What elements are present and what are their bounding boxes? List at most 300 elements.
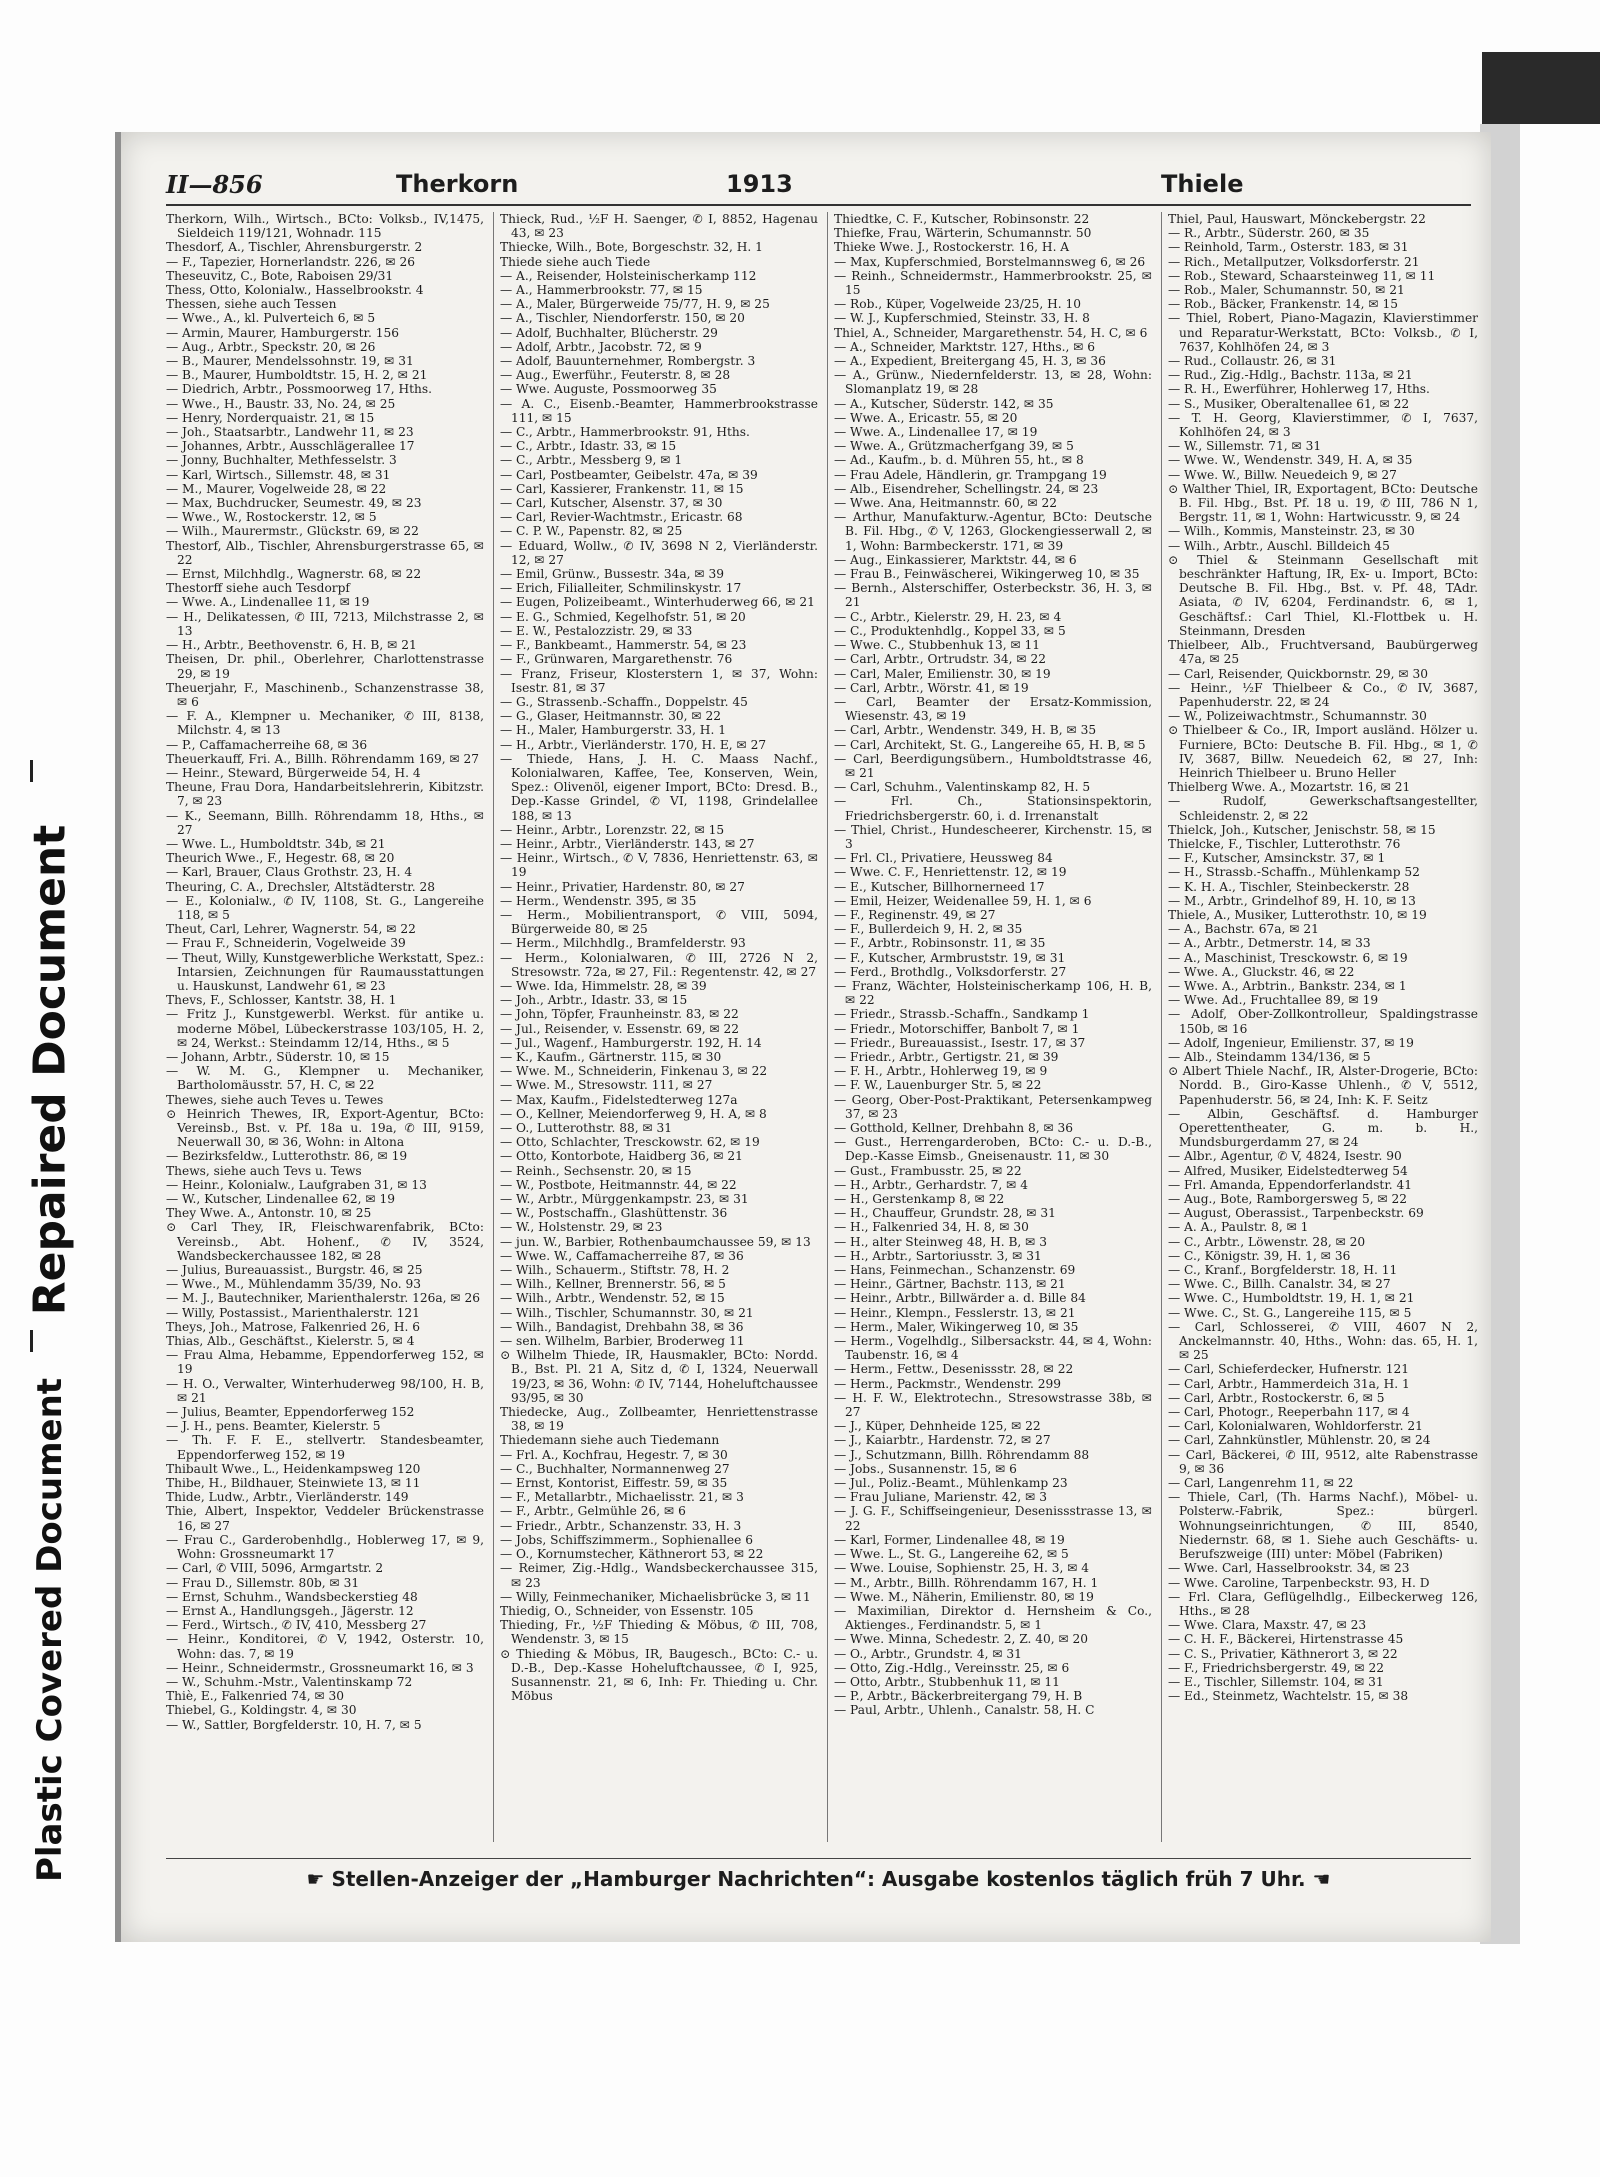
directory-entry: — W., Schuhm.-Mstr., Valentinskamp 72 xyxy=(166,1674,413,1689)
directory-entry: — W. J., Kupferschmied, Steinstr. 33, H. 8 xyxy=(834,311,1090,326)
directory-entry: — O., Arbtr., Grundstr. 4, ✉ 31 xyxy=(834,1646,1022,1661)
directory-entry: — Wwe., H., Baustr. 33, No. 24, ✉ 25 xyxy=(166,396,396,411)
directory-entry: — Karl, Former, Lindenallee 48, ✉ 19 xyxy=(834,1532,1065,1547)
directory-entry: — Ferd., Brothdlg., Volksdorferstr. 27 xyxy=(834,964,1067,979)
directory-entry: — Rob., Bäcker, Frankenstr. 14, ✉ 15 xyxy=(1168,297,1398,312)
directory-entry: — A. C., Eisenb.-Beamter, Hammerbrookstrasse 111, ✉ 15 xyxy=(500,396,818,425)
directory-entry: — F., Bullerdeich 9, H. 2, ✉ 35 xyxy=(834,922,1023,937)
directory-entry: — Arthur, Manufakturw.-Agentur, BCto: Deutsche B. Fil. Hbg., ✆ V, 1263, Glockengiesserwall 2, ✉ 1, Wohn: Barmbeckerstr. 171, ✉ 39 xyxy=(834,510,1152,553)
header-year: 1913 xyxy=(726,170,793,198)
directory-entry: Theuerkauff, Fri. A., Billh. Röhrendamm 169, ✉ 27 xyxy=(166,751,480,766)
directory-entry: Thias, Alb., Geschäftst., Kielerstr. 5, ✉ 4 xyxy=(166,1334,415,1349)
directory-entry: — Rob., Steward, Schaarsteinweg 11, ✉ 11 xyxy=(1168,268,1436,283)
directory-entry: — Ernst, Schuhm., Wandsbeckerstieg 48 xyxy=(166,1589,418,1604)
directory-entry: Thiele, A., Musiker, Lutterothstr. 10, ✉ 19 xyxy=(1168,907,1427,922)
directory-entry: — Maximilian, Direktor d. Hernsheim & Co., Aktienges., Ferdinandstr. 5, ✉ 1 xyxy=(834,1603,1152,1633)
directory-entry: Theuerjahr, F., Maschinenb., Schanzenstrasse 38, ✉ 6 xyxy=(166,680,484,709)
directory-entry: — G., Strassenb.-Schaffn., Doppelstr. 45 xyxy=(500,694,748,709)
directory-entry: — Carl, Photogr., Reeperbahn 117, ✉ 4 xyxy=(1168,1405,1410,1420)
directory-entry: — Jul., Wagenf., Hamburgerstr. 192, H. 14 xyxy=(500,1035,762,1050)
directory-entry: — Alb., Eisendreher, Schellingstr. 24, ✉ 23 xyxy=(834,481,1099,496)
header-first-entry: Therkorn xyxy=(396,170,519,198)
directory-entry: — Frau Alma, Hebamme, Eppendorferweg 152, ✉ 19 xyxy=(166,1348,484,1377)
directory-entry: — E., Kolonialw., ✆ IV, 1108, St. G., Langereihe 118, ✉ 5 xyxy=(166,893,484,922)
directory-entry: — Carl, Schlosserei, ✆ VIII, 4607 N 2, Anckelmannstr. 40, Hths., Wohn: das. 65, H. 1, ✉ 25 xyxy=(1168,1319,1478,1363)
directory-entry: Thesdorf, A., Tischler, Ahrensburgerstr. 2 xyxy=(166,240,423,255)
directory-entry: — F., Kutscher, Amsinckstr. 37, ✉ 1 xyxy=(1168,851,1386,866)
directory-entry: — Wwe., A., kl. Pulverteich 6, ✉ 5 xyxy=(166,311,376,326)
directory-entry: — Aug., Bote, Ramborgersweg 5, ✉ 22 xyxy=(1168,1192,1408,1207)
directory-entry: — Wwe. C., Humboldtstr. 19, H. 1, ✉ 21 xyxy=(1168,1291,1415,1306)
directory-entry: — K. H. A., Tischler, Steinbeckerstr. 28 xyxy=(1168,879,1410,894)
directory-entry: — Carl, Arbtr., Ortrudstr. 34, ✉ 22 xyxy=(834,652,1046,667)
directory-entry: — Friedr., Motorschiffer, Banbolt 7, ✉ 1 xyxy=(834,1021,1080,1036)
directory-entry: — Wwe. C., Billh. Canalstr. 34, ✉ 27 xyxy=(1168,1277,1391,1292)
directory-entry: — Willy, Postassist., Marienthalerstr. 121 xyxy=(166,1305,420,1320)
directory-entry: — Wwe. C. F., Henriettenstr. 12, ✉ 19 xyxy=(834,865,1067,880)
directory-entry: — E., Tischler, Sillemstr. 104, ✉ 31 xyxy=(1168,1674,1384,1689)
directory-entry: — Heinr., Schneidermstr., Grossneumarkt 16, ✉ 3 xyxy=(166,1660,474,1675)
directory-entry: — Theut, Willy, Kunstgewerbliche Werkstatt, Spez.: Intarsien, Zeichnungen für Raumausstattungen u. Hauskunst, Landwehr 61, ✉ 23 xyxy=(166,950,484,993)
directory-entry: — Wwe. M., Schneiderin, Finkenau 3, ✉ 22 xyxy=(500,1064,768,1079)
directory-entry: — C., Produktenhdlg., Koppel 33, ✉ 5 xyxy=(834,623,1066,638)
directory-entry: — Heinr., Kolonialw., Laufgraben 31, ✉ 13 xyxy=(166,1177,427,1192)
directory-entry: Theuring, C. A., Drechsler, Altstädterstr. 28 xyxy=(166,879,435,894)
directory-entry: — Julius, Beamter, Eppendorferweg 152 xyxy=(166,1405,415,1420)
directory-entry: — Reinh., Sechsenstr. 20, ✉ 15 xyxy=(500,1163,692,1178)
directory-entry: — F., Metallarbtr., Michaelisstr. 21, ✉ 3 xyxy=(500,1490,744,1505)
directory-entry: — Albr., Agentur, ✆ V, 4824, Isestr. 90 xyxy=(1168,1149,1402,1164)
directory-entry: — Wwe. Louise, Sophienstr. 25, H. 3, ✉ 4 xyxy=(834,1561,1090,1576)
directory-entry: Thiel, Paul, Hauswart, Mönckebergstr. 22 xyxy=(1168,212,1426,226)
directory-entry: — Fritz J., Kunstgewerbl. Werkst. für antike u. moderne Möbel, Lübeckerstrasse 103/105, H. 2, ✉ 24, Werkst.: Steindamm 12/14, Hths., ✉ 5 xyxy=(166,1007,484,1050)
directory-entry: — Ernst, Kontorist, Eiffestr. 59, ✉ 35 xyxy=(500,1476,728,1491)
directory-entry: — Heinr., Klempn., Fesslerstr. 13, ✉ 21 xyxy=(834,1305,1076,1320)
directory-entry: — Adolf, Ober-Zollkontrolleur, Spaldingstrasse 150b, ✉ 16 xyxy=(1168,1007,1478,1036)
directory-entry: Thess, Otto, Kolonialw., Hasselbrookstr. 4 xyxy=(166,283,424,298)
directory-entry: — Thiel, Robert, Piano-Magazin, Klavierstimmer und Reparatur-Werkstatt, BCto: Volksb., ✆ I, 7637, Kohlhöfen 24, ✉ 3 xyxy=(1168,311,1478,354)
directory-entry: — Carl, Arbtr., Wendenstr. 349, H. B, ✉ 35 xyxy=(834,723,1097,738)
directory-entry: Thewes, siehe auch Teves u. Tewes xyxy=(166,1092,384,1107)
directory-entry: — C., Kranf., Borgfelderstr. 18, H. 11 xyxy=(1168,1263,1398,1278)
directory-entry: Theseuvitz, C., Bote, Raboisen 29/31 xyxy=(166,268,394,283)
directory-entry: — Adolf, Ingenieur, Emilienstr. 37, ✉ 19 xyxy=(1168,1035,1414,1050)
directory-entry: — Georg, Ober-Post-Praktikant, Petersenkampweg 37, ✉ 23 xyxy=(834,1092,1152,1121)
directory-entry: — H., Maler, Hamburgerstr. 33, H. 1 xyxy=(500,723,726,738)
directory-entry: — Wwe. A., Lindenallee 11, ✉ 19 xyxy=(166,595,370,610)
directory-entry: — Heinr., Wirtsch., ✆ V, 7836, Henriettenstr. 63, ✉ 19 xyxy=(500,851,818,880)
directory-entry: — Herm., Vogelhdlg., Silbersackstr. 44, ✉ 4, Wohn: Taubenstr. 16, ✉ 4 xyxy=(834,1334,1152,1363)
repaired-document-label: Repaired Document xyxy=(24,824,76,1316)
directory-entry: — Wilh., Bandagist, Drehbahn 38, ✉ 36 xyxy=(500,1319,744,1334)
directory-entry: — H., alter Steinweg 48, H. B, ✉ 3 xyxy=(834,1234,1047,1249)
directory-entry: — W., Arbtr., Mürggenkampstr. 23, ✉ 31 xyxy=(500,1192,749,1207)
directory-entry: — Carl, Kolonialwaren, Wohldorferstr. 21 xyxy=(1168,1419,1423,1434)
directory-entry: — Wwe., W., Rostockerstr. 12, ✉ 5 xyxy=(166,510,377,525)
directory-entry: — Emil, Heizer, Weidenallee 59, H. 1, ✉ 6 xyxy=(834,893,1092,908)
directory-entry: — Herm., Maler, Wikingerweg 10, ✉ 35 xyxy=(834,1319,1079,1334)
directory-entry: — Otto, Arbtr., Stubbenhuk 11, ✉ 11 xyxy=(834,1674,1060,1689)
directory-entry: — Ed., Steinmetz, Wachtelstr. 15, ✉ 38 xyxy=(1168,1689,1409,1704)
directory-entry: — Aug., Einkassierer, Marktstr. 44, ✉ 6 xyxy=(834,552,1077,567)
directory-entry: — Frl. Ch., Stationsinspektorin, Friedrichsbergerstr. 60, i. d. Irrenanstalt xyxy=(834,794,1152,823)
directory-entry: — Carl, Arbtr., Rostockerstr. 6, ✉ 5 xyxy=(1168,1390,1385,1405)
directory-entry: — Carl, ✆ VIII, 5096, Armgartstr. 2 xyxy=(166,1561,384,1576)
directory-entry: — Wwe. W., Caffamacherreihe 87, ✉ 36 xyxy=(500,1248,744,1263)
directory-entry: — F., Kutscher, Armbruststr. 19, ✉ 31 xyxy=(834,950,1066,965)
directory-column-2 xyxy=(493,212,818,1842)
directory-entry: Theut, Carl, Lehrer, Wagnerstr. 54, ✉ 22 xyxy=(166,922,416,937)
directory-entry: — H., Arbtr., Vierländerstr. 170, H. E, ✉ 27 xyxy=(500,737,767,752)
directory-entry: — B., Maurer, Humboldtstr. 15, H. 2, ✉ 21 xyxy=(166,368,428,383)
directory-entry: — Aug., Arbtr., Speckstr. 20, ✉ 26 xyxy=(166,339,376,354)
directory-entry: — Wilh., Kellner, Brennerstr. 56, ✉ 5 xyxy=(500,1277,726,1292)
directory-entry: — F. W., Lauenburger Str. 5, ✉ 22 xyxy=(834,1078,1042,1093)
directory-entry: — C., Arbtr., Löwenstr. 28, ✉ 20 xyxy=(1168,1234,1366,1249)
directory-entry: — Reinh., Schneidermstr., Hammerbrookstr. 25, ✉ 15 xyxy=(834,268,1152,298)
directory-entry: — Wwe. L., Humboldtstr. 34b, ✉ 21 xyxy=(166,836,386,851)
directory-entry: — M. J., Bautechniker, Marienthalerstr. 126a, ✉ 26 xyxy=(166,1291,481,1306)
directory-entry: — Adolf, Bauunternehmer, Rombergstr. 3 xyxy=(500,354,756,369)
directory-entry: — Wwe. Carl, Hasselbrookstr. 34, ✉ 23 xyxy=(1168,1561,1410,1576)
directory-entry: — Herm., Mobilientransport, ✆ VIII, 5094, Bürgerweide 80, ✉ 25 xyxy=(500,907,818,937)
directory-entry: — Franz, Friseur, Klosterstern 1, ✉ 37, Wohn: Isestr. 81, ✉ 37 xyxy=(500,666,818,695)
directory-entry: — Heinr., Arbtr., Vierländerstr. 143, ✉ 27 xyxy=(500,836,755,851)
directory-entry: — Heinr., Gärtner, Bachstr. 113, ✉ 21 xyxy=(834,1277,1066,1292)
directory-entry: — C., Buchhalter, Normannenweg 27 xyxy=(500,1461,730,1476)
directory-entry: — W., Sillemstr. 71, ✉ 31 xyxy=(1168,439,1322,454)
directory-entry: — A., Kutscher, Süderstr. 142, ✉ 35 xyxy=(834,396,1054,411)
directory-entry: — Wwe. W., Wendenstr. 349, H. A, ✉ 35 xyxy=(1168,453,1413,468)
directory-entry: — Otto, Zig.-Hdlg., Vereinsstr. 25, ✉ 6 xyxy=(834,1660,1070,1675)
directory-entry: — F., Friedrichsbergerstr. 49, ✉ 22 xyxy=(1168,1660,1385,1675)
directory-entry: ⊙ Walther Thiel, IR, Exportagent, BCto: Deutsche B. Fil. Hbg., Bst. Pf. 18 u. 19, ✆ III, 786 N 1, Bergstr. 11, ✉ 1, Wohn: Hartwicusstr. 9, ✉ 24 xyxy=(1168,481,1478,525)
directory-entry: — Carl, Kutscher, Alsenstr. 37, ✉ 30 xyxy=(500,496,723,511)
directory-entry: — Carl, Maler, Emilienstr. 30, ✉ 19 xyxy=(834,666,1051,681)
directory-entry: — Friedr., Strassb.-Schaffn., Sandkamp 1 xyxy=(834,1007,1090,1022)
directory-entry: — M., Arbtr., Grindelhof 89, H. 10, ✉ 13 xyxy=(1168,893,1416,908)
directory-entry: — Joh., Arbtr., Idastr. 33, ✉ 15 xyxy=(500,993,688,1008)
directory-entry: — W., Kutscher, Lindenallee 62, ✉ 19 xyxy=(166,1192,395,1207)
directory-entry: — Wwe. Ida, Himmelstr. 28, ✉ 39 xyxy=(500,978,707,993)
directory-entry: Thiede siehe auch Tiede xyxy=(500,254,651,269)
directory-entry: — C., Arbtr., Kielerstr. 29, H. 23, ✉ 4 xyxy=(834,609,1062,624)
directory-entry: — Julius, Bureauassist., Burgstr. 46, ✉ 25 xyxy=(166,1263,423,1278)
directory-entry: — Ferd., Wirtsch., ✆ IV, 410, Messberg 27 xyxy=(166,1618,427,1633)
directory-entry: — W., Polizeiwachtmstr., Schumannstr. 30 xyxy=(1168,709,1427,724)
directory-entry: — Frau F., Schneiderin, Vogelweide 39 xyxy=(166,936,406,951)
directory-entry: — A., Arbtr., Detmerstr. 14, ✉ 33 xyxy=(1168,936,1371,951)
directory-entry: — Carl, Kassierer, Frankenstr. 11, ✉ 15 xyxy=(500,481,744,496)
directory-entry: — Ernst A., Handlungsgeh., Jägerstr. 12 xyxy=(166,1603,414,1618)
directory-entry: — Rudolf, Gewerkschaftsangestellter, Schleidenstr. 2, ✉ 22 xyxy=(1168,794,1478,823)
directory-entry: — P., Caffamacherreihe 68, ✉ 36 xyxy=(166,737,368,752)
directory-entry: — Max, Kupferschmied, Borstelmannsweg 6, ✉ 26 xyxy=(834,254,1146,269)
directory-entry: — F. A., Klempner u. Mechaniker, ✆ III, 8138, Milchstr. 4, ✉ 13 xyxy=(166,709,484,738)
directory-entry: Thieck, Rud., ½F H. Saenger, ✆ I, 8852, Hagenau 43, ✉ 23 xyxy=(500,212,818,241)
directory-entry: — T. H. Georg, Klavierstimmer, ✆ I, 7637, Kohlhöfen 24, ✉ 3 xyxy=(1168,410,1478,440)
directory-entry: Thiè, E., Falkenried 74, ✉ 30 xyxy=(166,1689,345,1704)
directory-entry: — Wilh., Kommis, Mansteinstr. 23, ✉ 30 xyxy=(1168,524,1415,539)
directory-entry: Thie, Albert, Inspektor, Veddeler Brückenstrasse 16, ✉ 27 xyxy=(166,1504,484,1533)
directory-entry: Thieding, Fr., ½F Thieding & Möbus, ✆ III, 708, Wendenstr. 3, ✉ 15 xyxy=(500,1618,818,1647)
directory-entry: — J., Schutzmann, Billh. Röhrendamm 88 xyxy=(834,1447,1090,1462)
page-number: II—856 xyxy=(166,170,263,199)
directory-entry: Theys, Joh., Matrose, Falkenried 26, H. 6 xyxy=(166,1319,421,1334)
header-last-entry: Thiele xyxy=(1161,170,1244,198)
directory-entry: Thiedig, O., Schneider, von Essenstr. 105 xyxy=(500,1603,754,1618)
directory-entry: Thide, Ludw., Arbtr., Vierländerstr. 149 xyxy=(166,1490,409,1505)
directory-entry: — Frau Juliane, Marienstr. 42, ✉ 3 xyxy=(834,1490,1047,1505)
directory-entry: — F., Reginenstr. 49, ✉ 27 xyxy=(834,907,996,922)
directory-entry: — W., Postschaffn., Glashüttenstr. 36 xyxy=(500,1206,728,1221)
directory-entry: — Gust., Frambusstr. 25, ✉ 22 xyxy=(834,1163,1022,1178)
directory-entry: They Wwe. A., Antonstr. 10, ✉ 25 xyxy=(166,1206,372,1221)
directory-entry: — Frl. Amanda, Eppendorferlandstr. 41 xyxy=(1168,1177,1413,1192)
directory-entry: — Wwe. A., Arbtrin., Bankstr. 234, ✉ 1 xyxy=(1168,978,1407,993)
directory-entry: — O., Lutterothstr. 88, ✉ 31 xyxy=(500,1121,673,1135)
directory-entry: — A., Grünw., Niedernfelderstr. 13, ✉ 28, Wohn: Slomanplatz 19, ✉ 28 xyxy=(834,368,1152,397)
directory-entry: — Wwe. Clara, Maxstr. 47, ✉ 23 xyxy=(1168,1618,1367,1633)
directory-entry: — Wilh., Arbtr., Wendenstr. 52, ✉ 15 xyxy=(500,1291,725,1306)
directory-entry: — Friedr., Arbtr., Gertigstr. 21, ✉ 39 xyxy=(834,1049,1059,1064)
directory-entry: — jun. W., Barbier, Rothenbaumchaussee 59, ✉ 13 xyxy=(500,1234,811,1249)
directory-entry: — Joh., Staatsarbtr., Landwehr 11, ✉ 23 xyxy=(166,425,414,440)
directory-entry: — Carl, Beamter der Ersatz-Kommission, Wiesenstr. 43, ✉ 19 xyxy=(834,694,1152,724)
directory-entry: — Thiel, Christ., Hundescheerer, Kirchenstr. 15, ✉ 3 xyxy=(834,822,1152,851)
directory-entry: — Thiede, Hans, J. H. C. Maass Nachf., Kolonialwaren, Kaffee, Tee, Konserven, Wein, Spez.: Olivenöl, eigener Import, BCto: Dresd. B., Dep.-Kasse Grindel, ✆ VI, 1198, Grindelallee 188, ✉ 13 xyxy=(500,751,818,823)
directory-entry: — Wwe. Minna, Schedestr. 2, Z. 40, ✉ 20 xyxy=(834,1632,1089,1647)
directory-entry: — Herm., Fettw., Desenissstr. 28, ✉ 22 xyxy=(834,1362,1074,1377)
directory-entry: — Ad., Kaufm., b. d. Mühren 55, ht., ✉ 8 xyxy=(834,453,1084,468)
directory-entry: — Ernst, Milchhdlg., Wagnerstr. 68, ✉ 22 xyxy=(166,567,422,582)
directory-entry: — F., Grünwaren, Margarethenstr. 76 xyxy=(500,652,733,667)
directory-entry: — Wwe. A., Ericastr. 55, ✉ 20 xyxy=(834,410,1018,425)
scanner-dark-edge xyxy=(1482,52,1600,124)
directory-entry: — Frau C., Garderobenhdlg., Hoblerweg 17, ✉ 9, Wohn: Grossneumarkt 17 xyxy=(166,1532,484,1562)
directory-entry: Theurich Wwe., F., Hegestr. 68, ✉ 20 xyxy=(166,851,395,866)
directory-entry: — F., Arbtr., Robinsonstr. 11, ✉ 35 xyxy=(834,936,1046,951)
directory-entry: Thiebel, G., Koldingstr. 4, ✉ 30 xyxy=(166,1703,357,1718)
directory-entry: — Jonny, Buchhalter, Methfesselstr. 3 xyxy=(166,453,397,468)
header-rule xyxy=(166,204,1471,206)
directory-entry: — Wwe. A., Lindenallee 17, ✉ 19 xyxy=(834,425,1038,440)
directory-entry: ⊙ Thielbeer & Co., IR, Import ausländ. Hölzer u. Furniere, BCto: Deutsche B. Fil. Hbg., ✉ 1, ✆ IV, 3687, Billw. Neuedeich 62, ✉ 27, Inh: Heinrich Thielbeer u. Bruno Heller xyxy=(1168,723,1478,780)
directory-entry: — M., Arbtr., Billh. Röhrendamm 167, H. 1 xyxy=(834,1575,1099,1590)
directory-entry: — Max, Buchdrucker, Seumestr. 49, ✉ 23 xyxy=(166,496,422,511)
directory-entry: — Frau Adele, Händlerin, gr. Trampgang 19 xyxy=(834,467,1107,482)
directory-entry: Thessen, siehe auch Tessen xyxy=(166,297,337,312)
directory-entry: — Gotthold, Kellner, Drehbahn 8, ✉ 36 xyxy=(834,1121,1074,1135)
directory-entry: — R., Arbtr., Süderstr. 260, ✉ 35 xyxy=(1168,226,1370,241)
directory-entry: — Carl, Zahnkünstler, Mühlenstr. 20, ✉ 24 xyxy=(1168,1433,1431,1448)
directory-column-3 xyxy=(827,212,1152,1842)
directory-entry: — B., Maurer, Mendelssohnstr. 19, ✉ 31 xyxy=(166,354,414,369)
directory-entry: — Herm., Packmstr., Wendenstr. 299 xyxy=(834,1376,1061,1391)
footer-advertisement: ☛ Stellen-Anzeiger der „Hamburger Nachrichten“: Ausgabe kostenlos täglich früh 7 Uhr. ☚ xyxy=(306,1867,1331,1891)
directory-entry: — Wwe. M., Stresowstr. 111, ✉ 27 xyxy=(500,1078,713,1093)
directory-entry: — Carl, Arbtr., Wörstr. 41, ✉ 19 xyxy=(834,680,1029,695)
directory-entry: — Otto, Schlachter, Tresckowstr. 62, ✉ 19 xyxy=(500,1135,760,1150)
directory-entry: — Willy, Feinmechaniker, Michaelisbrücke 3, ✉ 11 xyxy=(500,1589,811,1604)
directory-entry: — Wwe. A., Gluckstr. 46, ✉ 22 xyxy=(1168,964,1355,979)
directory-page xyxy=(115,132,1491,1942)
directory-entry: — Jul., Poliz.-Beamt., Mühlenkamp 23 xyxy=(834,1476,1068,1491)
directory-entry: — Armin, Maurer, Hamburgerstr. 156 xyxy=(166,325,400,340)
directory-entry: Thibe, H., Bildhauer, Steinwiete 13, ✉ 11 xyxy=(166,1476,421,1491)
directory-entry: — Carl, Arbtr., Hammerdeich 31a, H. 1 xyxy=(1168,1376,1410,1391)
directory-entry: — Carl, Beerdigungsübern., Humboldtstrasse 46, ✉ 21 xyxy=(834,751,1152,780)
directory-entry: — C., Arbtr., Messberg 9, ✉ 1 xyxy=(500,453,683,468)
directory-entry: — Jul., Reisender, v. Essenstr. 69, ✉ 22 xyxy=(500,1021,740,1036)
directory-entry: Thielberg Wwe. A., Mozartstr. 16, ✉ 21 xyxy=(1168,780,1411,795)
directory-entry: — W., Holstenstr. 29, ✉ 23 xyxy=(500,1220,663,1235)
directory-entry: — Wilh., Arbtr., Auschl. Billdeich 45 xyxy=(1168,538,1390,553)
directory-entry: — Herm., Wendenstr. 395, ✉ 35 xyxy=(500,893,697,908)
directory-entry: — Wwe. Ana, Heitmannstr. 60, ✉ 22 xyxy=(834,496,1058,511)
directory-entry: — A., Reisender, Holsteinischerkamp 112 xyxy=(500,268,757,283)
directory-entry: Thestorff siehe auch Tesdorpf xyxy=(166,581,350,596)
directory-entry: — M., Maurer, Vogelweide 28, ✉ 22 xyxy=(166,481,387,496)
page-footer xyxy=(166,1858,1471,1893)
directory-entry: — Friedr., Arbtr., Schanzenstr. 33, H. 3 xyxy=(500,1518,742,1533)
directory-entry: — Wwe., M., Mühlendamm 35/39, No. 93 xyxy=(166,1277,422,1292)
plastic-covered-label: Plastic Covered Document xyxy=(30,1377,70,1883)
directory-entry: — Rud., Collaustr. 26, ✉ 31 xyxy=(1168,354,1337,369)
directory-entry: — Wilh., Maurermstr., Glückstr. 69, ✉ 22 xyxy=(166,524,419,539)
directory-entry: — Jobs., Susannenstr. 15, ✉ 6 xyxy=(834,1461,1017,1476)
directory-entry: — A., Maler, Bürgerweide 75/77, H. 9, ✉ 25 xyxy=(500,297,770,312)
directory-entry: — A., Maschinist, Tresckowstr. 6, ✉ 19 xyxy=(1168,950,1408,965)
directory-entry: Thieke Wwe. J., Rostockerstr. 16, H. A xyxy=(834,240,1070,255)
directory-entry: — Frau B., Feinwäscherei, Wikingerweg 10, ✉ 35 xyxy=(834,567,1140,582)
directory-entry: — C. H. F., Bäckerei, Hirtenstrasse 45 xyxy=(1168,1632,1404,1647)
directory-entry: — Rob., Küper, Vogelweide 23/25, H. 10 xyxy=(834,297,1082,312)
directory-entry: — H., Arbtr., Beethovenstr. 6, H. B, ✉ 21 xyxy=(166,638,417,653)
directory-entry: — Carl, Schieferdecker, Hufnerstr. 121 xyxy=(1168,1362,1410,1377)
directory-entry: — K., Kaufm., Gärtnerstr. 115, ✉ 30 xyxy=(500,1049,722,1064)
directory-entry: — H., Chauffeur, Grundstr. 28, ✉ 31 xyxy=(834,1206,1056,1221)
directory-entry: — Karl, Brauer, Claus Grothstr. 23, H. 4 xyxy=(166,865,413,880)
directory-entry: — Johann, Arbtr., Süderstr. 10, ✉ 15 xyxy=(166,1049,390,1064)
directory-entry: — Wwe. Auguste, Possmoorweg 35 xyxy=(500,382,717,397)
document-condition-label xyxy=(0,760,100,1900)
directory-entry: — Henry, Norderquaistr. 21, ✉ 15 xyxy=(166,410,375,425)
directory-entry: Thibault Wwe., L., Heidenkampsweg 120 xyxy=(166,1461,421,1476)
directory-entry: — Friedr., Bureauassist., Isestr. 17, ✉ 37 xyxy=(834,1035,1086,1050)
directory-entry: — Frau D., Sillemstr. 80b, ✉ 31 xyxy=(166,1575,360,1590)
directory-entry: Thiedemann siehe auch Tiedemann xyxy=(500,1433,720,1448)
directory-entry: — Johannes, Arbtr., Ausschlägerallee 17 xyxy=(166,439,415,454)
directory-entry: — Eduard, Wollw., ✆ IV, 3698 N 2, Vierländerstr. 12, ✉ 27 xyxy=(500,538,818,567)
directory-entry: ⊙ Heinrich Thewes, IR, Export-Agentur, BCto: Vereinsb., Bst. v. Pf. 18a u. 19a, ✆ III, 9159, Neuerwall 30, ✉ 36, Wohn: in Altona xyxy=(166,1106,484,1150)
directory-entry: Therkorn, Wilh., Wirtsch., BCto: Volksb., IV,1475, Sieldeich 119/121, Wohnadr. 115 xyxy=(166,212,484,241)
directory-entry: — Aug., Ewerführ., Feuterstr. 8, ✉ 28 xyxy=(500,368,731,383)
directory-entry: — H., Gerstenkamp 8, ✉ 22 xyxy=(834,1192,1005,1207)
directory-entry: — Heinr., Arbtr., Billwärder a. d. Bille 84 xyxy=(834,1291,1086,1306)
directory-entry: — A., Hammerbrookstr. 77, ✉ 15 xyxy=(500,283,703,298)
directory-entry: — Wwe. L., St. G., Langereihe 62, ✉ 5 xyxy=(834,1547,1069,1562)
directory-entry: Thiel, A., Schneider, Margarethenstr. 54, H. C, ✉ 6 xyxy=(834,325,1148,340)
directory-entry: — O., Kellner, Meiendorferweg 9, H. A, ✉ 8 xyxy=(500,1106,767,1121)
directory-entry: — C. S., Privatier, Käthnerort 3, ✉ 22 xyxy=(1168,1646,1398,1661)
directory-entry: ⊙ Albert Thiele Nachf., IR, Alster-Drogerie, BCto: Nordd. B., Giro-Kasse Uhlenh., ✆ V, 5512, Papenhuderstr. 56, ✉ 24, Inh: K. F. Seitz xyxy=(1168,1064,1478,1107)
directory-column-1 xyxy=(166,212,484,1842)
directory-entry: — Carl, Reisender, Quickbornstr. 29, ✉ 30 xyxy=(1168,666,1428,681)
directory-entry: — Carl, Architekt, St. G., Langereihe 65, H. B, ✉ 5 xyxy=(834,737,1146,752)
directory-entry: Thielbeer, Alb., Fruchtversand, Baubürgerweg 47a, ✉ 25 xyxy=(1168,638,1478,667)
directory-entry: — Heinr., Privatier, Hardenstr. 80, ✉ 27 xyxy=(500,879,745,894)
directory-entry: — Frl. Cl., Privatiere, Heussweg 84 xyxy=(834,851,1053,866)
directory-entry: — H., Delikatessen, ✆ III, 7213, Milchstrasse 2, ✉ 13 xyxy=(166,609,484,638)
directory-entry: — Adolf, Arbtr., Jacobstr. 72, ✉ 9 xyxy=(500,339,702,354)
directory-entry: — Eugen, Polizeibeamt., Winterhuderweg 66, ✉ 21 xyxy=(500,595,815,610)
directory-entry: — Jobs, Schiffszimmerm., Sophienallee 6 xyxy=(500,1532,753,1547)
directory-entry: — J. H., pens. Beamter, Kielerstr. 5 xyxy=(166,1419,381,1434)
directory-entry: — Herm., Milchhdlg., Bramfelderstr. 93 xyxy=(500,936,746,951)
directory-entry: — F. H., Arbtr., Hohlerweg 19, ✉ 9 xyxy=(834,1064,1048,1079)
directory-entry: — Hans, Feinmechan., Schanzenstr. 69 xyxy=(834,1263,1076,1278)
directory-entry: — H., Strassb.-Schaffn., Mühlenkamp 52 xyxy=(1168,865,1420,880)
label-divider-mark xyxy=(30,760,33,782)
directory-entry: — J., Küper, Dehnheide 125, ✉ 22 xyxy=(834,1419,1041,1434)
directory-entry: — A., Bachstr. 67a, ✉ 21 xyxy=(1168,922,1319,937)
directory-entry: Theune, Frau Dora, Handarbeitslehrerin, Kibitzstr. 7, ✉ 23 xyxy=(166,780,484,809)
directory-entry: — S., Musiker, Oberaltenallee 61, ✉ 22 xyxy=(1168,396,1410,411)
directory-entry: — Wwe. A., Grützmacherfgang 39, ✉ 5 xyxy=(834,439,1074,454)
directory-entry: — A. A., Paulstr. 8, ✉ 1 xyxy=(1168,1220,1309,1235)
directory-entry: — Erich, Filialleiter, Schmilinskystr. 17 xyxy=(500,581,742,596)
directory-entry: — sen. Wilhelm, Barbier, Broderweg 11 xyxy=(500,1334,745,1349)
directory-entry: — Carl, Postbeamter, Geibelstr. 47a, ✉ 39 xyxy=(500,467,758,482)
directory-entry: — Wwe. W., Billw. Neuedeich 9, ✉ 27 xyxy=(1168,467,1397,482)
directory-entry: ⊙ Thieding & Möbus, IR, Baugesch., BCto: C.- u. D.-B., Dep.-Kasse Hoheluftchaussee, ✆ I, 925, Susannenstr. 21, ✉ 6, Inh: Fr. Thieding u. Chr. Möbus xyxy=(500,1646,818,1704)
directory-entry: — John, Töpfer, Fraunheinstr. 83, ✉ 22 xyxy=(500,1007,739,1022)
directory-entry: — K., Seemann, Billh. Röhrendamm 18, Hths., ✉ 27 xyxy=(166,808,484,837)
directory-entry: — Carl, Schuhm., Valentinskamp 82, H. 5 xyxy=(834,780,1091,795)
directory-entry: — Heinr., Konditorei, ✆ V, 1942, Osterstr. 10, Wohn: das. 7, ✉ 19 xyxy=(166,1632,484,1661)
directory-entry: Thevs, F., Schlosser, Kantstr. 38, H. 1 xyxy=(166,993,397,1008)
directory-entry: Thiefke, Frau, Wärterin, Schumannstr. 50 xyxy=(834,226,1092,241)
directory-entry: — P., Arbtr., Bäckerbreitergang 79, H. B xyxy=(834,1689,1083,1704)
directory-entry: ⊙ Wilhelm Thiede, IR, Hausmakler, BCto: Nordd. B., Bst. Pl. 21 A, Sitz d, ✆ I, 1324, Neuerwall 19/23, ✉ 36, Wohn: ✆ IV, 7144, Hoheluftchaussee 93/95, ✉ 30 xyxy=(500,1348,818,1405)
directory-entry: — Karl, Wirtsch., Sillemstr. 48, ✉ 31 xyxy=(166,467,391,482)
label-divider-mark xyxy=(30,1330,33,1352)
directory-entry: — A., Tischler, Niendorferstr. 150, ✉ 20 xyxy=(500,311,745,326)
directory-entry: — Reinhold, Tarm., Osterstr. 183, ✉ 31 xyxy=(1168,240,1409,255)
directory-entry: — C., Arbtr., Hammerbrookstr. 91, Hths. xyxy=(500,425,750,440)
directory-entry: — W. M. G., Klempner u. Mechaniker, Bartholomäusstr. 57, H. C, ✉ 22 xyxy=(166,1064,484,1093)
directory-entry: — Rob., Maler, Schumannstr. 50, ✉ 21 xyxy=(1168,283,1405,298)
directory-entry: — G., Glaser, Heitmannstr. 30, ✉ 22 xyxy=(500,709,721,724)
directory-entry: — Frl. A., Kochfrau, Hegestr. 7, ✉ 30 xyxy=(500,1447,728,1462)
directory-entry: — Reimer, Zig.-Hdlg., Wandsbeckerchaussee 315, ✉ 23 xyxy=(500,1561,818,1590)
directory-entry: — Wilh., Tischler, Schumannstr. 30, ✉ 21 xyxy=(500,1305,754,1320)
directory-entry: — Diedrich, Arbtr., Possmoorweg 17, Hths. xyxy=(166,382,433,397)
directory-entry: — Bernh., Alsterschiffer, Osterbeckstr. 36, H. 3, ✉ 21 xyxy=(834,581,1152,610)
directory-entry: — Wwe. Caroline, Tarpenbeckstr. 93, H. D xyxy=(1168,1575,1430,1590)
directory-entry: Thielcke, F., Tischler, Lutterothstr. 76 xyxy=(1168,836,1401,851)
directory-entry: — Wwe. Ad., Fruchtallee 89, ✉ 19 xyxy=(1168,993,1379,1008)
directory-entry: — Wwe. C., Stubbenhuk 13, ✉ 11 xyxy=(834,638,1041,653)
directory-entry: — Wwe. M., Näherin, Emilienstr. 80, ✉ 19 xyxy=(834,1589,1094,1604)
directory-entry: — E. W., Pestalozzistr. 29, ✉ 33 xyxy=(500,623,693,638)
directory-entry: Theisen, Dr. phil., Oberlehrer, Charlottenstrasse 29, ✉ 19 xyxy=(166,652,484,681)
directory-entry: — H. O., Verwalter, Winterhuderweg 98/100, H. B, ✉ 21 xyxy=(166,1376,484,1405)
directory-entry: — E., Kutscher, Billhornerneed 17 xyxy=(834,879,1045,894)
directory-entry: — A., Expedient, Breitergang 45, H. 3, ✉ 36 xyxy=(834,354,1106,369)
directory-entry: — Heinr., Arbtr., Lorenzstr. 22, ✉ 15 xyxy=(500,822,725,837)
